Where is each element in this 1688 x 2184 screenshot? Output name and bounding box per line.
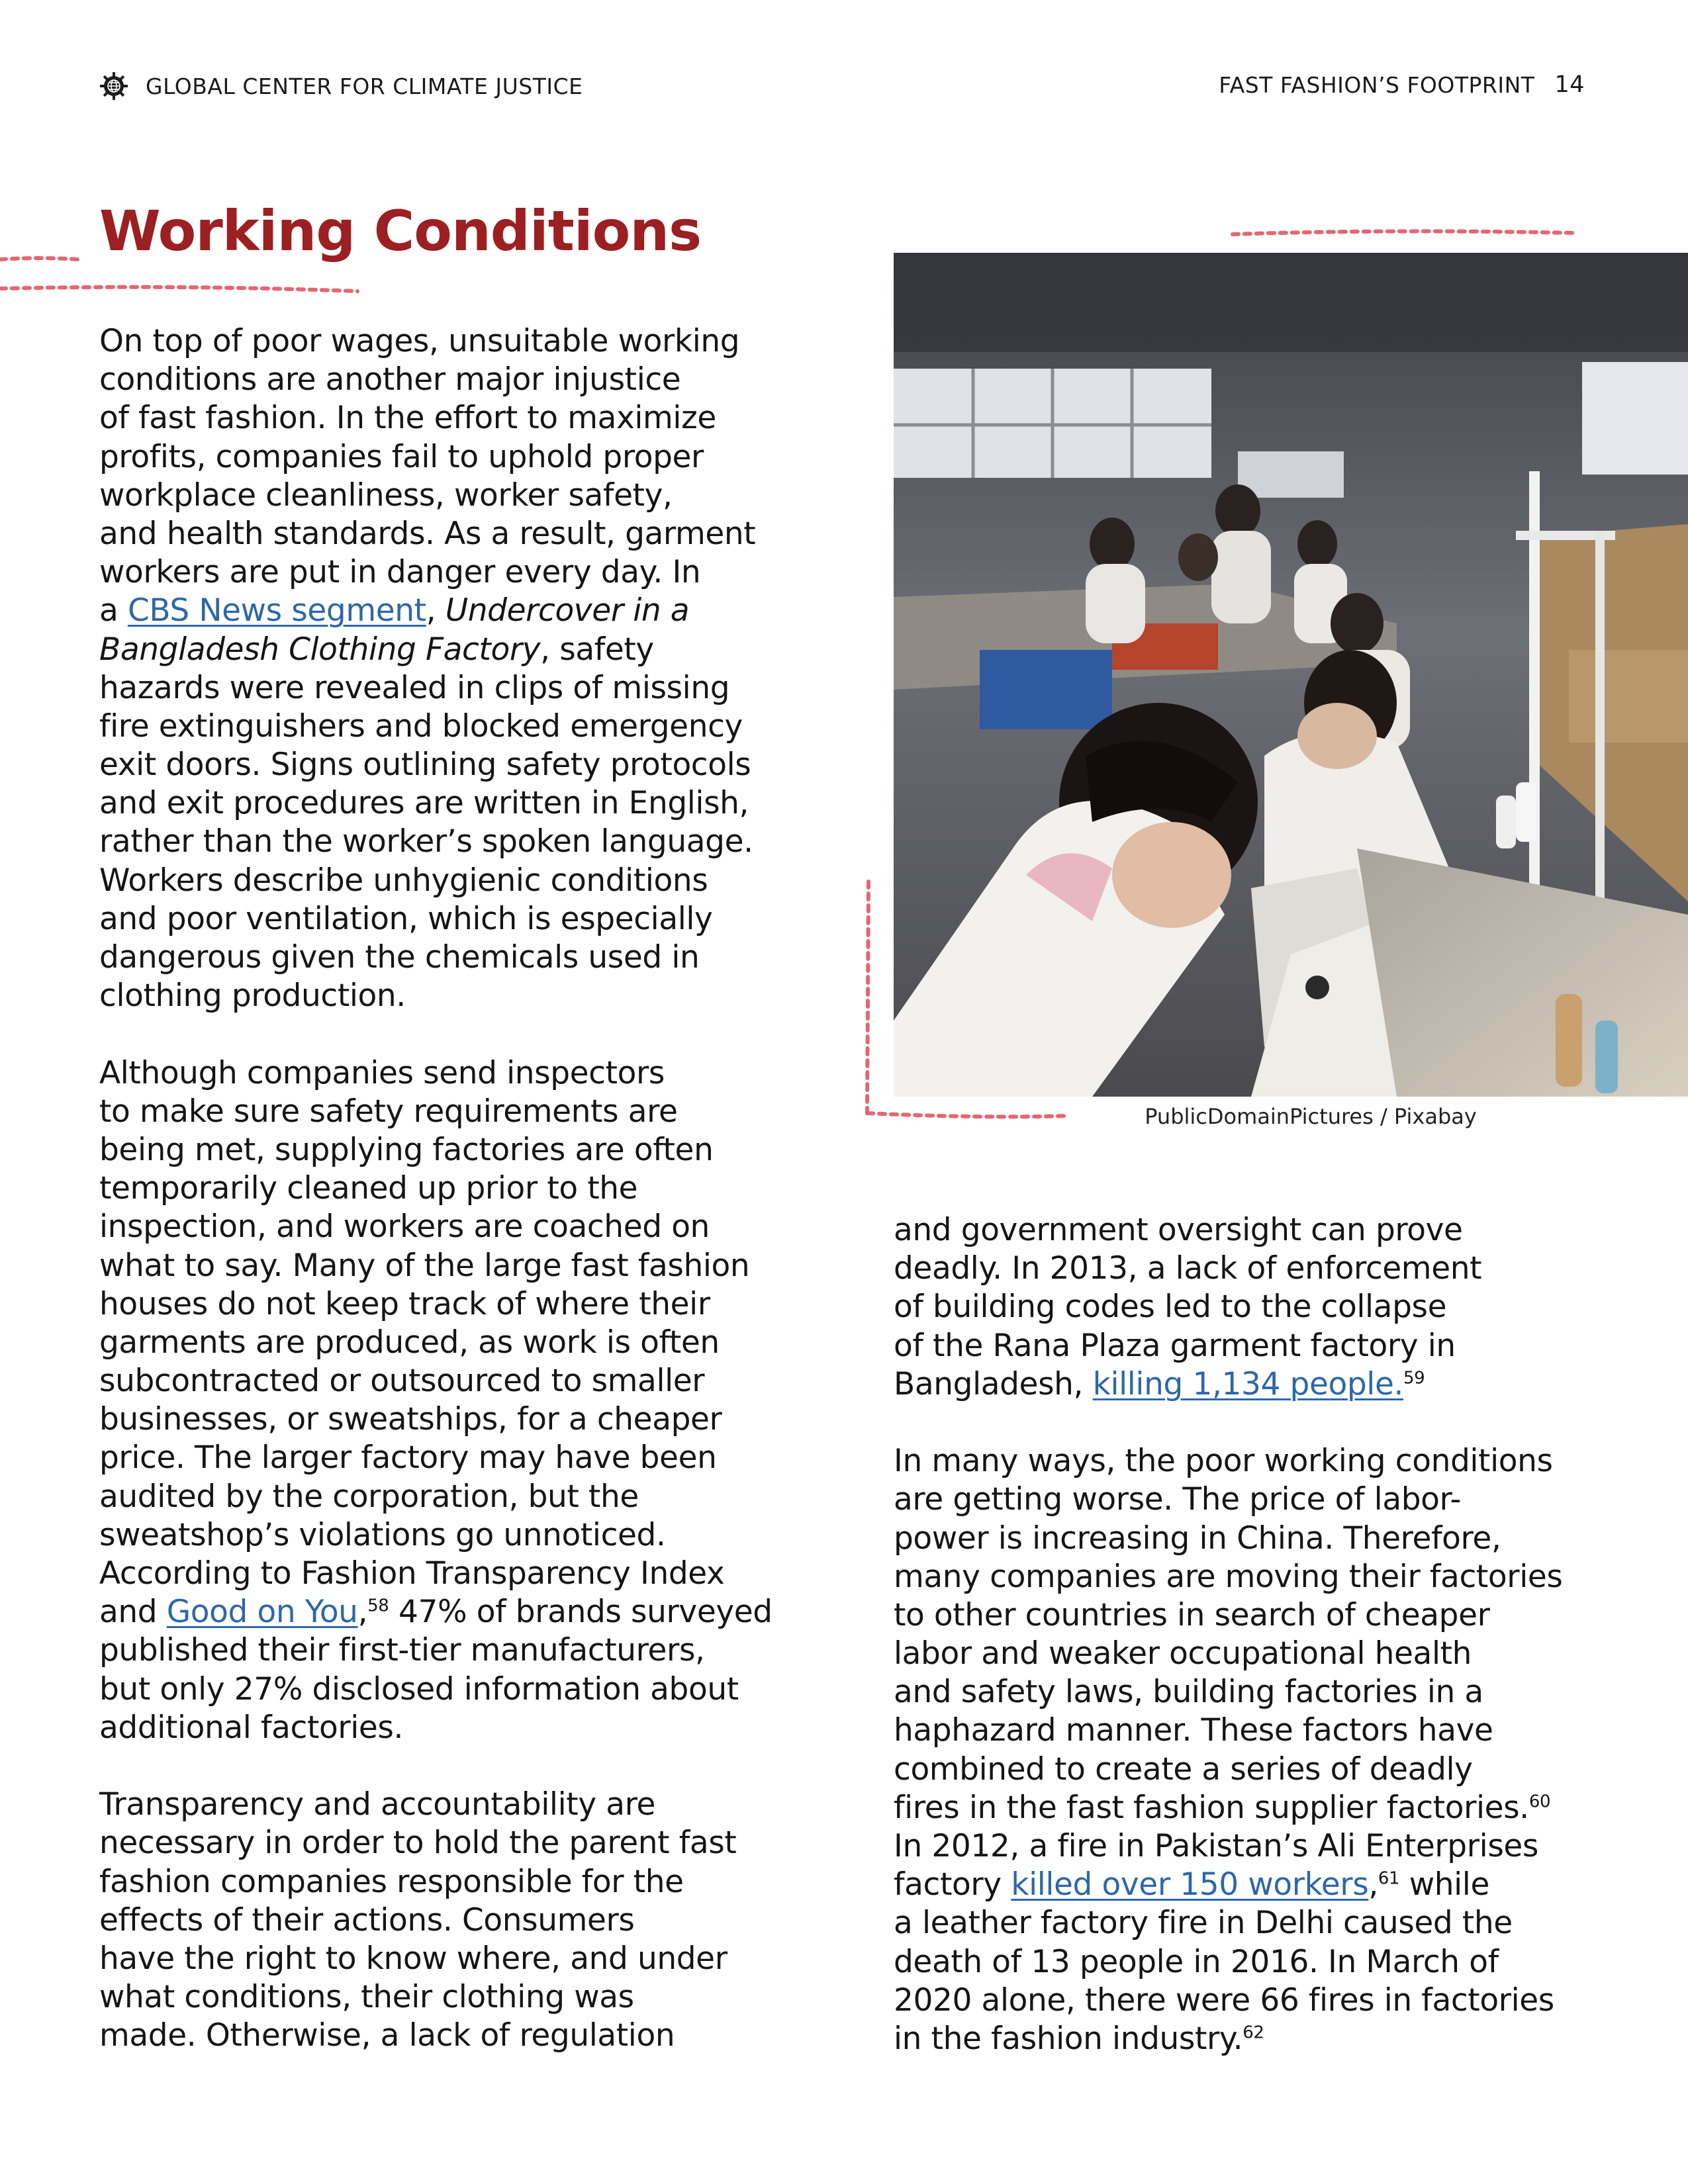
text-line: a leather factory fire in Delhi caused the: [894, 1905, 1513, 1942]
text-line: of the Rana Plaza garment factory in: [894, 1327, 1456, 1364]
text-line: additional factories.: [99, 1709, 404, 1746]
footnote-58: 58: [367, 1596, 389, 1616]
text-run: Bangladesh,: [894, 1365, 1093, 1402]
text-run: , safety: [540, 631, 654, 668]
text-line: exit doors. Signs outlining safety protocols: [99, 747, 751, 784]
text-line: and safety laws, building factories in a: [894, 1674, 1483, 1711]
text-line: price. The larger factory may have been: [99, 1439, 717, 1477]
text-line: deadly. In 2013, a lack of enforcement: [894, 1250, 1482, 1287]
text-line: are getting worse. The price of labor-: [894, 1481, 1462, 1518]
killing-1134-people-link[interactable]: killing 1,134 people.: [1092, 1365, 1403, 1402]
page-title: Working Conditions: [99, 199, 702, 263]
text-line: businesses, or sweatships, for a cheaper: [99, 1401, 722, 1438]
text-run: while: [1399, 1866, 1489, 1903]
cbs-news-segment-link[interactable]: CBS News segment: [127, 592, 426, 629]
text-line: and poor ventilation, which is especially: [99, 900, 713, 937]
text-line: temporarily cleaned up prior to the: [99, 1170, 638, 1207]
text-line: [99, 592, 801, 630]
text-line: rather than the worker’s spoken language.: [99, 823, 753, 860]
photo-credit: PublicDomainPictures / Pixabay: [1145, 1104, 1477, 1129]
text-line: published their first-tier manufacturers,: [99, 1632, 705, 1669]
text-line: many companies are moving their factories: [894, 1558, 1563, 1595]
text-run: ,: [426, 592, 445, 629]
text-run: ,: [357, 1594, 368, 1631]
text-line: of fast fashion. In the effort to maximize: [99, 400, 716, 437]
paragraph-gap: [894, 1404, 1595, 1442]
text-line: audited by the corporation, but the: [99, 1478, 639, 1515]
text-line: combined to create a series of deadly: [894, 1751, 1473, 1788]
text-line: workplace cleanliness, worker safety,: [99, 477, 673, 514]
left-column: [99, 322, 801, 2055]
text-line: On top of poor wages, unsuitable working: [99, 323, 740, 359]
text-line: [894, 1789, 1595, 1827]
right-column: [894, 1211, 1595, 2058]
text-line: inspection, and workers are coached on: [99, 1208, 710, 1246]
text-line: workers are put in danger every day. In: [99, 554, 701, 591]
text-run: in the fashion industry.: [894, 2020, 1243, 2057]
text-line: death of 13 people in 2016. In March of: [894, 1943, 1499, 1980]
text-line: [894, 2020, 1595, 2058]
text-line: to make sure safety requirements are: [99, 1093, 678, 1130]
footnote-59: 59: [1403, 1368, 1425, 1388]
text-line: what conditions, their clothing was: [99, 1979, 634, 2016]
text-line: conditions are another major injustice: [99, 361, 681, 398]
globe-gear-logo-icon: [99, 71, 128, 101]
text-line: houses do not keep track of where their: [99, 1285, 710, 1322]
text-line: but only 27% disclosed information about: [99, 1670, 739, 1707]
text-line: profits, companies fail to uphold proper: [99, 438, 704, 475]
text-line: subcontracted or outsourced to smaller: [99, 1363, 705, 1400]
text-run: fires in the fast fashion supplier factories.: [894, 1789, 1529, 1826]
text-line: In many ways, the poor working conditions: [894, 1443, 1553, 1480]
text-line: and health standards. As a result, garment: [99, 515, 756, 552]
text-line: garments are produced, as work is often: [99, 1324, 720, 1361]
text-line: Although companies send inspectors: [99, 1054, 665, 1091]
text-line: have the right to know where, and under: [99, 1940, 727, 1977]
text-line: clothing production.: [99, 978, 406, 1015]
text-line: [99, 1593, 801, 1631]
factory-workers-illustration: [894, 253, 1688, 1097]
text-line: Workers describe unhygienic conditions: [99, 862, 708, 899]
text-line: and exit procedures are written in English,: [99, 785, 749, 822]
text-line: fashion companies responsible for the: [99, 1863, 684, 1900]
text-line: According to Fashion Transparency Index: [99, 1555, 725, 1592]
text-line: [894, 1866, 1595, 1904]
text-line: [99, 631, 801, 669]
paragraph-gap: [99, 1015, 801, 1054]
footnote-62: 62: [1243, 2023, 1264, 2043]
text-line: effects of their actions. Consumers: [99, 1901, 635, 1938]
text-line: of building codes led to the collapse: [894, 1289, 1447, 1326]
text-line: being met, supplying factories are often: [99, 1131, 714, 1168]
text-line: and government oversight can prove: [894, 1212, 1463, 1248]
text-line: what to say. Many of the large fast fashion: [99, 1247, 750, 1284]
report-title: FAST FASHION’S FOOTPRINT: [1219, 71, 1535, 98]
footnote-60: 60: [1528, 1792, 1551, 1812]
text-line: labor and weaker occupational health: [894, 1635, 1472, 1672]
text-run: factory: [894, 1866, 1011, 1903]
program-title-italic: Undercover in a: [445, 592, 690, 629]
text-line: to other countries in search of cheaper: [894, 1596, 1490, 1633]
text-line: [894, 1365, 1595, 1404]
text-run: ,: [1368, 1866, 1378, 1903]
header-left: [99, 71, 583, 101]
text-line: hazards were revealed in clips of missing: [99, 669, 730, 706]
text-line: dangerous given the chemicals used in: [99, 939, 700, 976]
text-run: 47% of brands surveyed: [389, 1594, 773, 1631]
header-right: [1219, 71, 1585, 98]
text-run: a: [99, 592, 128, 629]
text-line: In 2012, a fire in Pakistan’s Ali Enterprises: [894, 1828, 1539, 1864]
text-line: fire extinguishers and blocked emergency: [99, 707, 743, 745]
text-line: Transparency and accountability are: [99, 1786, 656, 1823]
text-line: power is increasing in China. Therefore,: [894, 1520, 1501, 1557]
good-on-you-link[interactable]: Good on You: [166, 1594, 358, 1631]
garment-factory-photo: [894, 253, 1688, 1097]
text-line: made. Otherwise, a lack of regulation: [99, 2017, 675, 2054]
text-line: haphazard manner. These factors have: [894, 1712, 1493, 1749]
text-run: and: [99, 1594, 167, 1631]
page-number: 14: [1554, 71, 1585, 98]
program-title-italic: Bangladesh Clothing Factory: [99, 631, 541, 668]
footnote-61: 61: [1378, 1868, 1400, 1889]
paragraph-gap: [99, 1747, 801, 1786]
text-line: sweatshop’s violations go unnoticed.: [99, 1516, 666, 1553]
text-line: 2020 alone, there were 66 fires in factories: [894, 1981, 1554, 2019]
text-line: necessary in order to hold the parent fast: [99, 1825, 737, 1862]
killed-over-150-workers-link[interactable]: killed over 150 workers: [1011, 1866, 1369, 1903]
org-name: GLOBAL CENTER FOR CLIMATE JUSTICE: [146, 73, 583, 99]
